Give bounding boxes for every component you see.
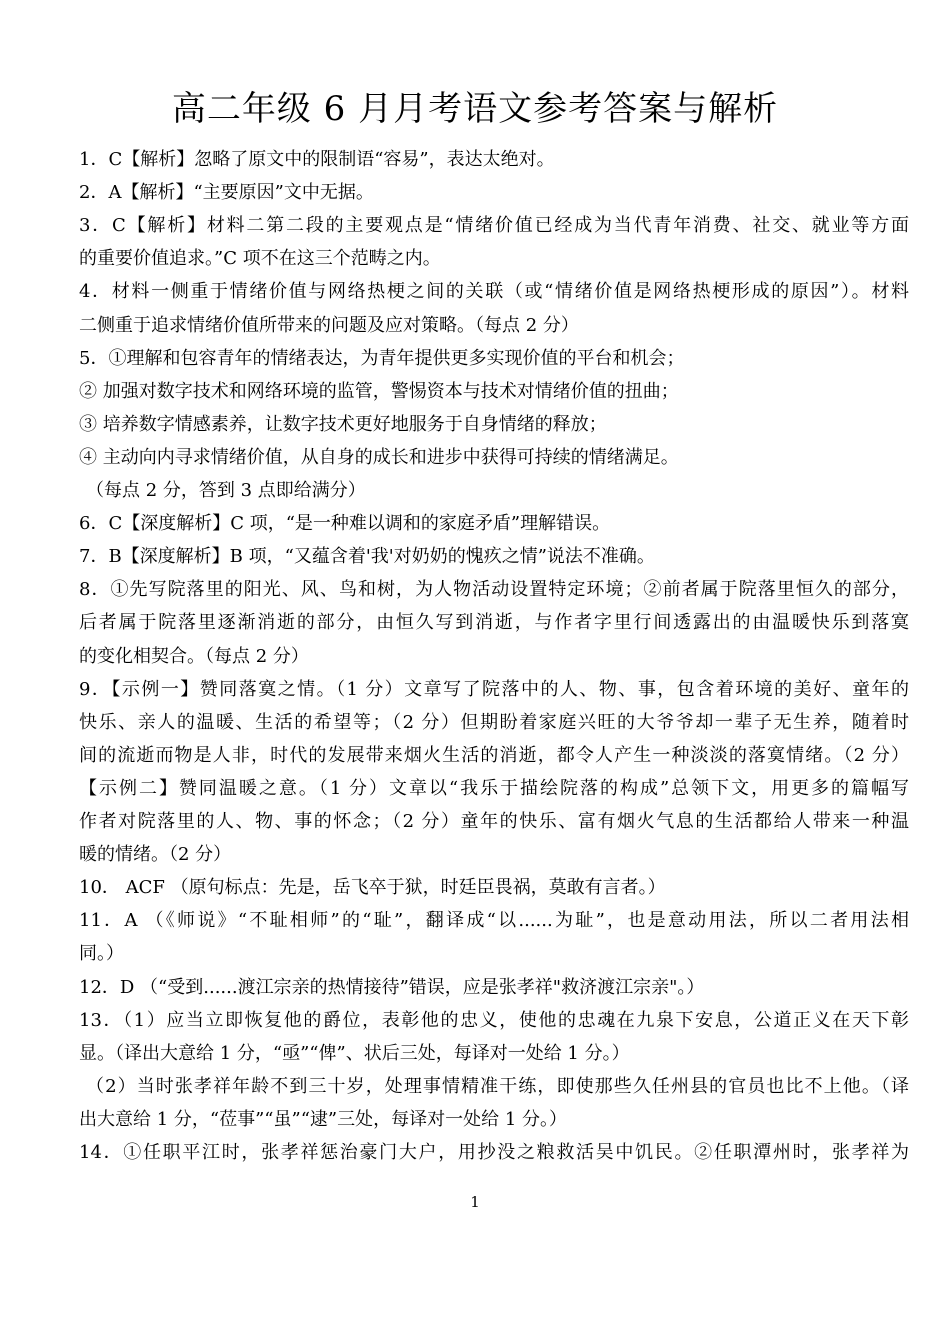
- answer-line: 13．（1）应当立即恢复他的爵位，表彰他的忠义，使他的忠魂在九泉下安息，公道正义在天下彰: [79, 1010, 909, 1031]
- answer-line: ③ 培养数字情感素养，让数字技术更好地服务于自身情绪的释放；: [79, 414, 607, 435]
- answer-line: （2）当时张孝祥年龄不到三十岁，处理事情精准干练，即使那些久任州县的官员也比不上他。（译: [86, 1076, 909, 1097]
- answer-line: 10． ACF （原句标点：先是，岳飞卒于狱，时廷臣畏祸，莫敢有言者。）: [79, 877, 666, 898]
- answer-line: 9．【示例一】赞同落寞之情。（1 分）文章写了院落中的人、物、事，包含着环境的美好、童年的: [79, 679, 909, 700]
- answer-line: 同。）: [79, 943, 124, 964]
- answer-line: 1．C【解析】忽略了原文中的限制语“容易”，表达太绝对。: [79, 149, 555, 170]
- answer-line: 12．D （“受到......渡江宗亲的热情接待”错误，应是张孝祥"救济渡江宗亲"。）: [79, 977, 705, 998]
- answer-line: 暖的情绪。（2 分）: [79, 844, 232, 865]
- answer-line: 14．①任职平江时，张孝祥惩治豪门大户，用抄没之粮救活吴中饥民。②任职潭州时，张孝祥为: [79, 1142, 909, 1163]
- page-number: 1: [470, 1193, 480, 1211]
- answer-line: 显。（译出大意给 1 分，“亟”“俾”、状后三处，每译对一处给 1 分。）: [79, 1043, 630, 1064]
- answer-line: 出大意给 1 分，“莅事”“虽”“逮”三处，每译对一处给 1 分。）: [79, 1109, 568, 1130]
- answer-line: 2．A【解析】“主要原因”文中无据。: [79, 182, 374, 203]
- answer-line: 间的流逝而物是人非，时代的发展带来烟火生活的消逝，都令人产生一种淡淡的落寞情绪。（2 分）: [79, 745, 909, 766]
- answer-line: （每点 2 分，答到 3 点即给满分）: [86, 480, 366, 501]
- answer-line: 5．①理解和包容青年的情绪表达，为青年提供更多实现价值的平台和机会；: [79, 348, 685, 369]
- answer-line: 7．B【深度解析】B 项，“又蕴含着'我'对奶奶的愧疚之情”说法不准确。: [79, 546, 655, 567]
- answer-line: 【示例二】赞同温暖之意。（1 分）文章以“我乐于描绘院落的构成”总领下文，用更多的篇幅写: [79, 778, 909, 799]
- answer-line: ② 加强对数字技术和网络环境的监管，警惕资本与技术对情绪价值的扭曲；: [79, 381, 679, 402]
- answer-line: 3．C【解析】材料二第二段的主要观点是“情绪价值已经成为当代青年消费、社交、就业等方面: [79, 215, 909, 236]
- answer-line: ④ 主动向内寻求情绪价值，从自身的成长和进步中获得可持续的情绪满足。: [79, 447, 679, 468]
- answer-line: 11．A （《师说》“不耻相师”的“耻”，翻译成“以......为耻”，也是意动用法，所以二者用法相: [79, 910, 909, 931]
- answer-line: 8．①先写院落里的阳光、风、鸟和树，为人物活动设置特定环境；②前者属于院落里恒久的部分，: [79, 579, 909, 600]
- answer-line: 的重要价值追求。”C 项不在这三个范畴之内。: [79, 248, 441, 269]
- answer-line: 的变化相契合。（每点 2 分）: [79, 646, 309, 667]
- answer-line: 6．C【深度解析】C 项，“是一种难以调和的家庭矛盾”理解错误。: [79, 513, 611, 534]
- answer-line: 作者对院落里的人、物、事的怀念；（2 分）童年的快乐、富有烟火气息的生活都给人带来一种温: [79, 811, 909, 832]
- answer-line: 后者属于院落里逐渐消逝的部分，由恒久写到消逝，与作者字里行间透露出的由温暖快乐到落寞: [79, 612, 909, 633]
- document-title: 高二年级 6 月月考语文参考答案与解析: [171, 89, 779, 129]
- answer-line: 二侧重于追求情绪价值所带来的问题及应对策略。（每点 2 分）: [79, 315, 579, 336]
- answer-line: 快乐、亲人的温暖、生活的希望等；（2 分）但期盼着家庭兴旺的大爷爷却一辈子无生养，随着时: [79, 712, 909, 733]
- answer-line: 4．材料一侧重于情绪价值与网络热梗之间的关联（或“情绪价值是网络热梗形成的原因”）。材料: [79, 281, 909, 302]
